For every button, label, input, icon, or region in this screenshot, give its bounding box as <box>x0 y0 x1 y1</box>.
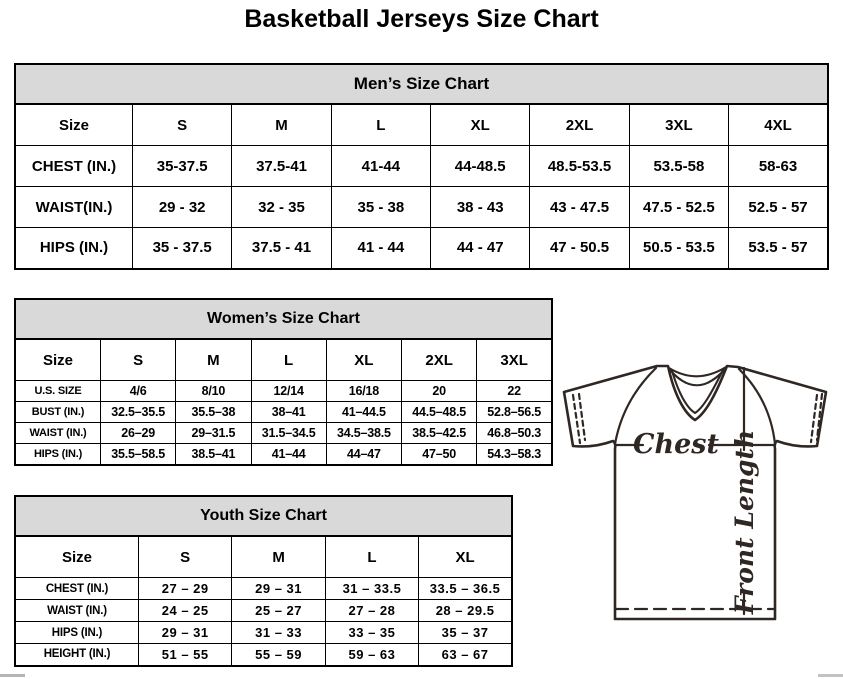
size-value-cell: 35 - 38 <box>331 187 430 228</box>
size-value-cell: 53.5 - 57 <box>729 228 828 269</box>
column-header: Size <box>15 339 101 381</box>
table-row <box>15 228 828 269</box>
jersey-illustration <box>556 352 841 637</box>
row-label: HIPS (IN.) <box>15 444 101 465</box>
size-value-cell: 53.5-58 <box>629 146 728 187</box>
column-header: XL <box>419 536 512 578</box>
size-value-cell: 38 - 43 <box>431 187 530 228</box>
size-value-cell: 38.5–41 <box>176 444 251 465</box>
header-row <box>15 536 512 578</box>
womens-chart-title: Women’s Size Chart <box>14 298 553 338</box>
row-label: BUST (IN.) <box>15 402 101 423</box>
column-header: 2XL <box>530 104 629 146</box>
column-header: M <box>232 104 331 146</box>
size-value-cell: 32.5–35.5 <box>101 402 176 423</box>
table-row <box>15 600 512 622</box>
table-row <box>15 622 512 644</box>
column-header: 3XL <box>629 104 728 146</box>
column-header: L <box>325 536 418 578</box>
column-header: 4XL <box>729 104 828 146</box>
column-header: S <box>101 339 176 381</box>
womens-size-chart-section <box>14 298 553 466</box>
front-length-measurement-label: Front Length <box>730 429 759 615</box>
size-value-cell: 52.8–56.5 <box>477 402 552 423</box>
size-value-cell: 33.5 – 36.5 <box>419 578 512 600</box>
size-value-cell: 47 - 50.5 <box>530 228 629 269</box>
size-value-cell: 8/10 <box>176 381 251 402</box>
size-value-cell: 29 - 32 <box>133 187 232 228</box>
size-value-cell: 12/14 <box>251 381 326 402</box>
size-value-cell: 35 – 37 <box>419 622 512 644</box>
size-value-cell: 58-63 <box>729 146 828 187</box>
table-row <box>15 578 512 600</box>
table-row <box>15 381 552 402</box>
mens-chart-title: Men’s Size Chart <box>14 63 829 103</box>
mens-size-chart-section <box>14 63 829 270</box>
chest-measurement-label: Chest <box>633 429 719 460</box>
row-label: WAIST (IN.) <box>15 423 101 444</box>
size-value-cell: 43 - 47.5 <box>530 187 629 228</box>
size-value-cell: 41-44 <box>331 146 430 187</box>
table-row <box>15 146 828 187</box>
column-header: XL <box>326 339 401 381</box>
size-value-cell: 32 - 35 <box>232 187 331 228</box>
size-value-cell: 38.5–42.5 <box>402 423 477 444</box>
size-value-cell: 31 – 33 <box>232 622 325 644</box>
column-header: 3XL <box>477 339 552 381</box>
size-value-cell: 24 – 25 <box>139 600 232 622</box>
size-value-cell: 29 – 31 <box>232 578 325 600</box>
row-label: CHEST (IN.) <box>15 578 139 600</box>
size-value-cell: 44–47 <box>326 444 401 465</box>
size-value-cell: 55 – 59 <box>232 644 325 666</box>
row-label: U.S. SIZE <box>15 381 101 402</box>
left-cuff-stitch-dashes <box>573 394 585 443</box>
page-title: Basketball Jerseys Size Chart <box>244 5 599 33</box>
header-row <box>15 104 828 146</box>
size-value-cell: 20 <box>402 381 477 402</box>
size-value-cell: 44 - 47 <box>431 228 530 269</box>
size-value-cell: 63 – 67 <box>419 644 512 666</box>
size-value-cell: 52.5 - 57 <box>729 187 828 228</box>
youth-size-table <box>14 535 513 667</box>
row-label: WAIST (IN.) <box>15 600 139 622</box>
size-value-cell: 31 – 33.5 <box>325 578 418 600</box>
size-value-cell: 37.5-41 <box>232 146 331 187</box>
size-value-cell: 29–31.5 <box>176 423 251 444</box>
header-row <box>15 339 552 381</box>
size-value-cell: 35.5–58.5 <box>101 444 176 465</box>
size-value-cell: 59 – 63 <box>325 644 418 666</box>
size-value-cell: 41–44 <box>251 444 326 465</box>
table-row <box>15 444 552 465</box>
size-value-cell: 51 – 55 <box>139 644 232 666</box>
row-label: HEIGHT (IN.) <box>15 644 139 666</box>
column-header: Size <box>15 536 139 578</box>
size-value-cell: 35 - 37.5 <box>133 228 232 269</box>
womens-size-table <box>14 338 553 466</box>
table-row <box>15 644 512 666</box>
collar-band-line <box>669 367 726 376</box>
size-value-cell: 41–44.5 <box>326 402 401 423</box>
size-value-cell: 26–29 <box>101 423 176 444</box>
size-value-cell: 41 - 44 <box>331 228 430 269</box>
column-header: Size <box>15 104 133 146</box>
size-value-cell: 44.5–48.5 <box>402 402 477 423</box>
size-value-cell: 48.5-53.5 <box>530 146 629 187</box>
size-value-cell: 50.5 - 53.5 <box>629 228 728 269</box>
size-value-cell: 35-37.5 <box>133 146 232 187</box>
column-header: L <box>251 339 326 381</box>
size-value-cell: 33 – 35 <box>325 622 418 644</box>
size-value-cell: 34.5–38.5 <box>326 423 401 444</box>
jersey-measurement-diagram <box>556 352 841 637</box>
column-header: XL <box>431 104 530 146</box>
size-value-cell: 38–41 <box>251 402 326 423</box>
size-value-cell: 47–50 <box>402 444 477 465</box>
scrollbar-fragment-left <box>0 674 25 677</box>
row-label: HIPS (IN.) <box>15 622 139 644</box>
jersey-outline <box>564 366 826 619</box>
column-header: S <box>133 104 232 146</box>
column-header: S <box>139 536 232 578</box>
size-value-cell: 16/18 <box>326 381 401 402</box>
size-value-cell: 25 – 27 <box>232 600 325 622</box>
mens-size-table <box>14 103 829 270</box>
size-value-cell: 54.3–58.3 <box>477 444 552 465</box>
column-header: 2XL <box>402 339 477 381</box>
row-label: HIPS (IN.) <box>15 228 133 269</box>
youth-chart-title: Youth Size Chart <box>14 495 513 535</box>
size-value-cell: 44-48.5 <box>431 146 530 187</box>
youth-size-chart-section <box>14 495 513 667</box>
size-value-cell: 27 – 28 <box>325 600 418 622</box>
size-value-cell: 29 – 31 <box>139 622 232 644</box>
size-value-cell: 31.5–34.5 <box>251 423 326 444</box>
table-row <box>15 423 552 444</box>
size-value-cell: 27 – 29 <box>139 578 232 600</box>
column-header: L <box>331 104 430 146</box>
size-value-cell: 35.5–38 <box>176 402 251 423</box>
size-value-cell: 22 <box>477 381 552 402</box>
column-header: M <box>176 339 251 381</box>
row-label: WAIST(IN.) <box>15 187 133 228</box>
size-value-cell: 37.5 - 41 <box>232 228 331 269</box>
table-row <box>15 187 828 228</box>
row-label: CHEST (IN.) <box>15 146 133 187</box>
size-value-cell: 4/6 <box>101 381 176 402</box>
table-row <box>15 402 552 423</box>
size-value-cell: 28 – 29.5 <box>419 600 512 622</box>
size-value-cell: 46.8–50.3 <box>477 423 552 444</box>
column-header: M <box>232 536 325 578</box>
size-value-cell: 47.5 - 52.5 <box>629 187 728 228</box>
scrollbar-fragment-right <box>818 674 843 677</box>
